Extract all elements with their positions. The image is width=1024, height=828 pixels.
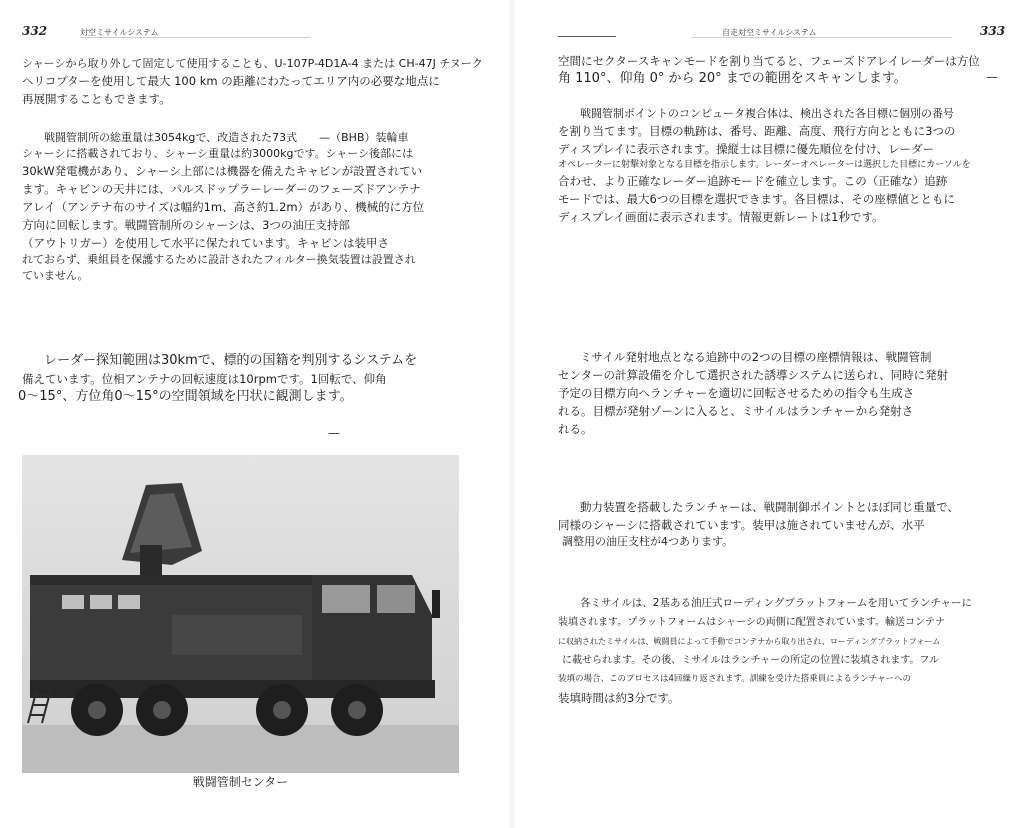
paragraph: 空間にセクタースキャンモードを割り当てると、フェーズドアレイレーダーは方位 角 110°、仰角 0° から 20° までの範囲をスキャンします。	[558, 54, 980, 86]
paragraph: 戦闘管制所の総重量は3054kgで、改造された73式 —（BHB）装輪車 シャーシに搭載されており、シャーシ重量は約3000kgです。シャーシ後部には 30kW発電機があり、シャーシ上部には機器を備えたキャビンが設置されてい ます。キャビンの天井には、パルスドップラーレーダーのフェーズドアンテナ アレイ（アンテナ布のサイズは幅約1m、高さ約1.2m）があり、機械的に方位 方向に回転します。戦闘管制所のシャーシは、3つの油圧支持部 （アウトリガー）を使用して水平に保たれています。キャビンは装甲さ れておらず、乗組員を保護するために設計されたフィルター換気装置は設置され ていません。	[22, 131, 425, 282]
photo-battle-control-vehicle	[22, 455, 459, 773]
paragraph: 戦闘管制ポイントのコンピュータ複合体は、検出された各目標に個別の番号 を割り当てます。目標の軌跡は、番号、距離、高度、飛行方向とともに3つの ディスプレイに表示されます。操縦士は目標に優先順位を付け、レーダー オペレーターに射撃対象となる目標を指示します。レーダーオペレーターは選択した目標にカーソルを 合わせ、より正確なレーダー追跡モードを確立します。この（正確な）追跡 モードでは、最大6つの目標を選択できます。各目標は、その座標値とともに ディスプレイ画面に表示されます。情報更新レートは1秒です。	[558, 107, 971, 224]
photo-caption: 戦闘管制センター	[192, 775, 289, 789]
truck-illustration	[22, 455, 459, 773]
right-page	[512, 0, 1024, 828]
dash-mark: —	[986, 70, 998, 84]
dash-mark: —	[328, 426, 340, 440]
running-head: 対空ミサイルシステム	[80, 28, 159, 37]
header-rule	[692, 37, 952, 38]
header-rule	[80, 37, 310, 38]
paragraph: シャーシから取り外して固定して使用することも、U-107P-4D1A-4 または CH-47J チヌーク ヘリコプターを使用して最大 100 km の距離にわたってエリア内の必要な地点に 再展開することもできます。	[22, 57, 483, 106]
header-rule	[558, 36, 616, 37]
paragraph: 各ミサイルは、2基ある油圧式ローディングプラットフォームを用いてランチャーに 装填されます。プラットフォームはシャーシの両側に配置されています。輸送コンテナ に収納されたミサイルは、戦闘員によって手動でコンテナから取り出され、ローディングプラットフォーム に載せられます。その後、ミサイルはランチャーの所定の位置に装填されます。フル 装填の場合、このプロセスは4回繰り返されます。訓練を受けた搭乗員によるランチャーへの 装填時間は約3分です。	[558, 597, 973, 705]
paragraph: 動力装置を搭載したランチャーは、戦闘制御ポイントとほぼ同じ重量で、 同様のシャーシに搭載されています。装甲は施されていませんが、水平 調整用の油圧支柱が4つあります。	[558, 500, 959, 548]
paragraph: レーダー探知範囲は30kmで、標的の国籍を判別するシステムを 備えています。位相アンテナの回転速度は10rpmです。1回転で、仰角 0～15°、方位角0～15°の空間領域を円状に観測します。	[18, 353, 418, 404]
paragraph: ミサイル発射地点となる追跡中の2つの目標の座標情報は、戦闘管制 センターの計算設備を介して選択された誘導システムに送られ、同時に発射 予定の目標方向へランチャーを適切に回転させるための指令も生成さ れる。目標が発射ゾーンに入ると、ミサイルはランチャーから発射さ れる。	[558, 350, 949, 436]
running-head: 自走対空ミサイルシステム	[722, 28, 817, 37]
page-number: 333	[980, 24, 1006, 38]
page-number: 332	[22, 24, 48, 38]
